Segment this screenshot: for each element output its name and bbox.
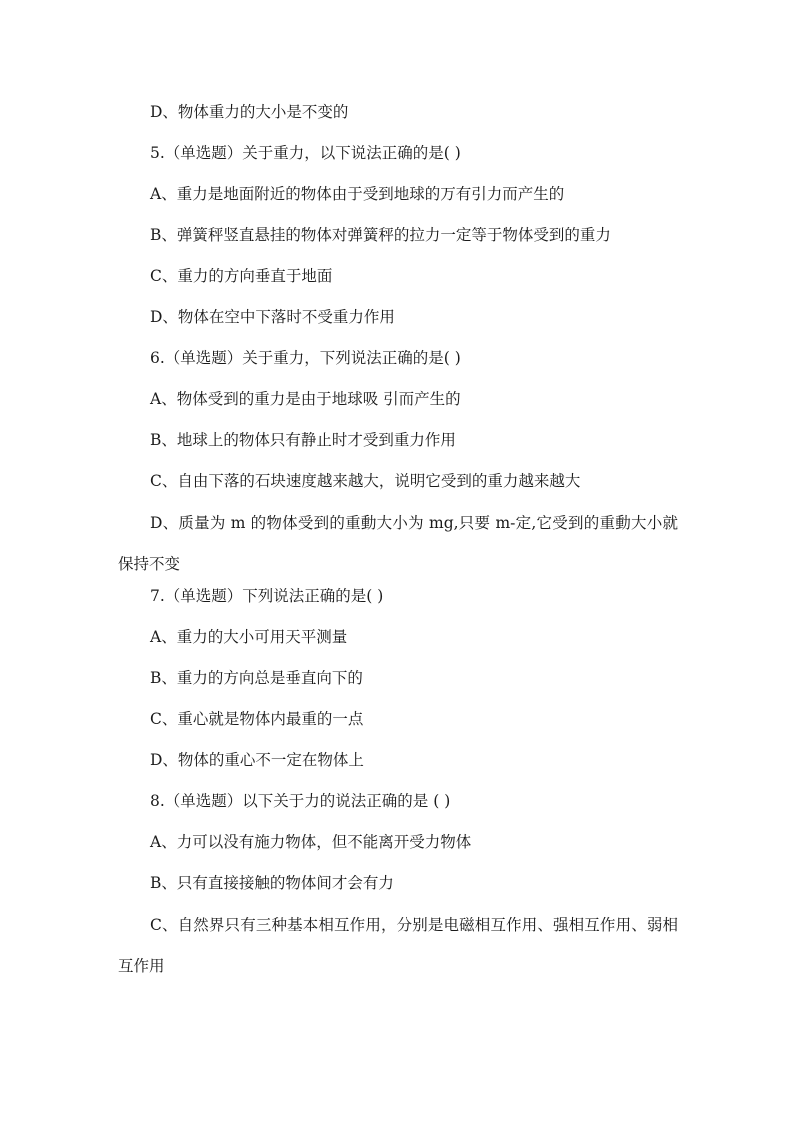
q6-option-a: A、物体受到的重力是由于地球吸 引而产生的	[150, 390, 461, 408]
q4-option-d: D、物体重力的大小是不变的	[150, 103, 349, 121]
q7-option-c: C、重心就是物体内最重的一点	[150, 710, 364, 728]
q6-stem: 6.（单选题）关于重力，下列说法正确的是( )	[150, 349, 461, 367]
q8-option-b: B、只有直接接触的物体间才会有力	[150, 874, 394, 892]
q5-option-c: C、重力的方向垂直于地面	[150, 267, 333, 285]
q8-option-a: A、力可以没有施力物体，但不能离开受力物体	[150, 833, 472, 851]
q7-option-b: B、重力的方向总是垂直向下的	[150, 669, 363, 687]
q7-stem: 7.（单选题）下列说法正确的是( )	[150, 587, 384, 605]
q7-option-d: D、物体的重心不一定在物体上	[150, 751, 364, 769]
q8-option-c: C、自然界只有三种基本相互作用，分别是电磁相互作用、强相互作用、弱相互作用	[118, 916, 678, 975]
q8-stem: 8.（单选题）以下关于力的说法正确的是 ( )	[150, 792, 451, 810]
q6-option-b: B、地球上的物体只有静止时才受到重力作用	[150, 431, 456, 449]
q5-option-a: A、重力是地面附近的物体由于受到地球的万有引力而产生的	[150, 185, 565, 203]
q6-option-d: D、质量为 m 的物体受到的重動大小为 mg,只要 m-定,它受到的重動大小就保持不变	[118, 514, 678, 573]
q7-option-a: A、重力的大小可用天平测量	[150, 628, 348, 646]
q6-option-c: C、自由下落的石块速度越来越大，说明它受到的重力越来越大	[150, 472, 581, 490]
q5-option-d: D、物体在空中下落时不受重力作用	[150, 308, 395, 326]
q5-option-b: B、弹簧秤竖直悬挂的物体对弹簧秤的拉力一定等于物体受到的重力	[150, 226, 611, 244]
q5-stem: 5.（单选题）关于重力，以下说法正确的是( )	[150, 144, 461, 162]
